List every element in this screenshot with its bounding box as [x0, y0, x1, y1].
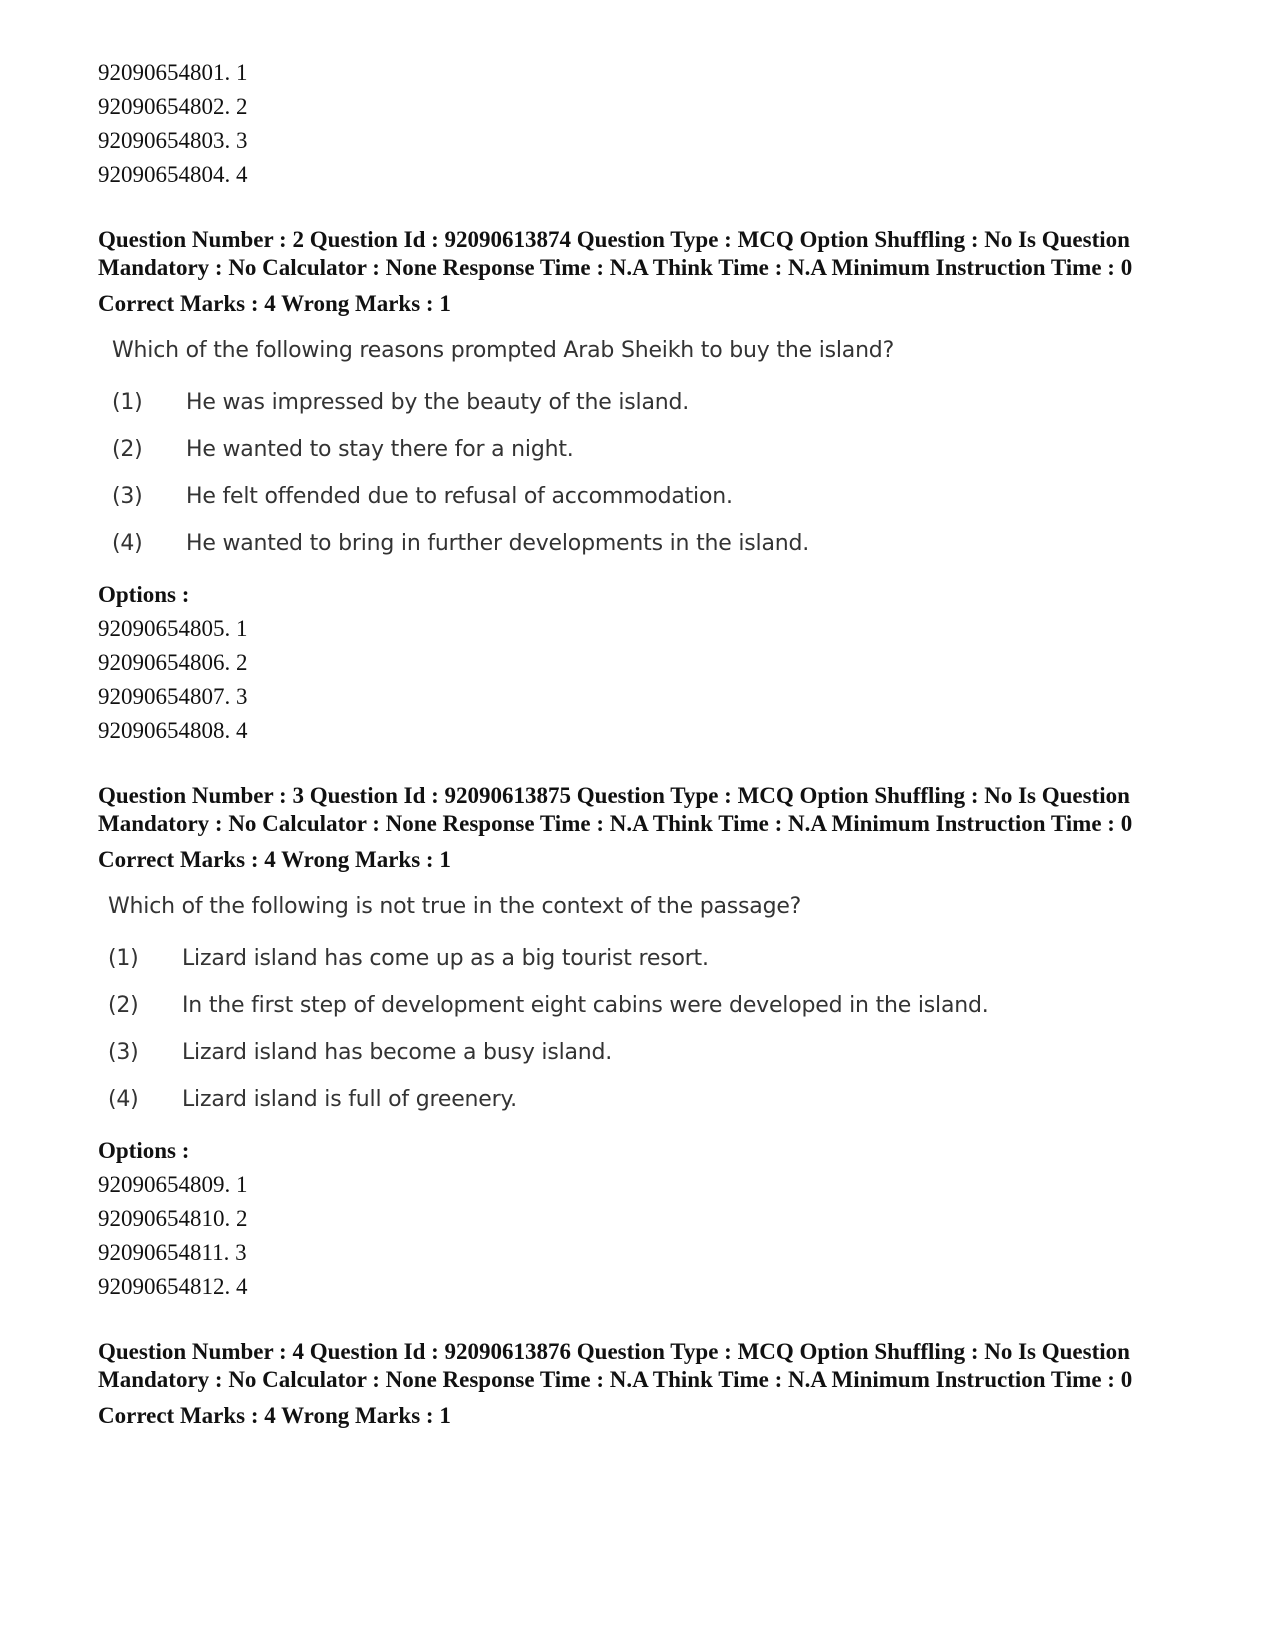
marks-line: Correct Marks : 4 Wrong Marks : 1: [98, 1403, 451, 1428]
choice-number: (4): [108, 1087, 139, 1112]
option-line: 92090654812. 4: [98, 1274, 248, 1299]
choice-text: He was impressed by the beauty of the island.: [186, 390, 690, 415]
question-stem: Which of the following reasons prompted Arab Sheikh to buy the island?: [112, 338, 895, 363]
question-header: Question Number : 2 Question Id : 92090613874 Question Type : MCQ Option Shuffling : No Is Question Mandatory : No Calculator : None Response Time : N.A Think Time : N.A Minimum Instruction Time : 0: [98, 227, 1133, 280]
question-image: [108, 892, 1188, 1132]
question-block-2: [98, 226, 1188, 748]
option-line: 92090654802. 2: [98, 94, 248, 119]
choice-text: In the first step of development eight cabins were developed in the island.: [182, 993, 989, 1018]
option-line: 92090654810. 2: [98, 1206, 248, 1231]
choice-item: [112, 529, 1188, 576]
choice-text: He wanted to stay there for a night.: [186, 437, 574, 462]
option-line: 92090654803. 3: [98, 128, 248, 153]
question-stem: Which of the following is not true in the context of the passage?: [108, 894, 802, 919]
question-block-4: [98, 1338, 1188, 1430]
option-list-prev: [98, 56, 1188, 192]
option-line: 92090654801. 1: [98, 60, 248, 85]
question-image: [112, 336, 1188, 576]
choice-number: (4): [112, 531, 143, 556]
choice-text: He wanted to bring in further developments in the island.: [186, 531, 810, 556]
choice-number: (3): [112, 484, 143, 509]
choice-text: He felt offended due to refusal of accommodation.: [186, 484, 733, 509]
choice-number: (2): [108, 993, 139, 1018]
choice-text: Lizard island has become a busy island.: [182, 1040, 613, 1065]
choice-item: [108, 1085, 1188, 1132]
document-page: [98, 56, 1188, 1430]
option-list: [98, 612, 1188, 748]
option-line: 92090654804. 4: [98, 162, 248, 187]
options-label: Options :: [98, 1138, 190, 1163]
choice-item: [108, 944, 1188, 991]
question-block-3: [98, 782, 1188, 1304]
option-line: 92090654805. 1: [98, 616, 248, 641]
choice-number: (3): [108, 1040, 139, 1065]
marks-line: Correct Marks : 4 Wrong Marks : 1: [98, 291, 451, 316]
option-line: 92090654806. 2: [98, 650, 248, 675]
option-line: 92090654808. 4: [98, 718, 248, 743]
choice-item: [112, 482, 1188, 529]
choice-item: [112, 388, 1188, 435]
choice-number: (2): [112, 437, 143, 462]
choice-item: [108, 991, 1188, 1038]
option-line: 92090654809. 1: [98, 1172, 248, 1197]
choice-item: [108, 1038, 1188, 1085]
marks-line: Correct Marks : 4 Wrong Marks : 1: [98, 847, 451, 872]
question-header: Question Number : 3 Question Id : 92090613875 Question Type : MCQ Option Shuffling : No Is Question Mandatory : No Calculator : None Response Time : N.A Think Time : N.A Minimum Instruction Time : 0: [98, 783, 1133, 836]
question-header: Question Number : 4 Question Id : 92090613876 Question Type : MCQ Option Shuffling : No Is Question Mandatory : No Calculator : None Response Time : N.A Think Time : N.A Minimum Instruction Time : 0: [98, 1339, 1133, 1392]
choice-number: (1): [112, 390, 143, 415]
choice-item: [112, 435, 1188, 482]
choice-text: Lizard island has come up as a big tourist resort.: [182, 946, 709, 971]
option-line: 92090654811. 3: [98, 1240, 247, 1265]
choice-text: Lizard island is full of greenery.: [182, 1087, 517, 1112]
option-line: 92090654807. 3: [98, 684, 248, 709]
option-list: [98, 1168, 1188, 1304]
choice-number: (1): [108, 946, 139, 971]
options-label: Options :: [98, 582, 190, 607]
